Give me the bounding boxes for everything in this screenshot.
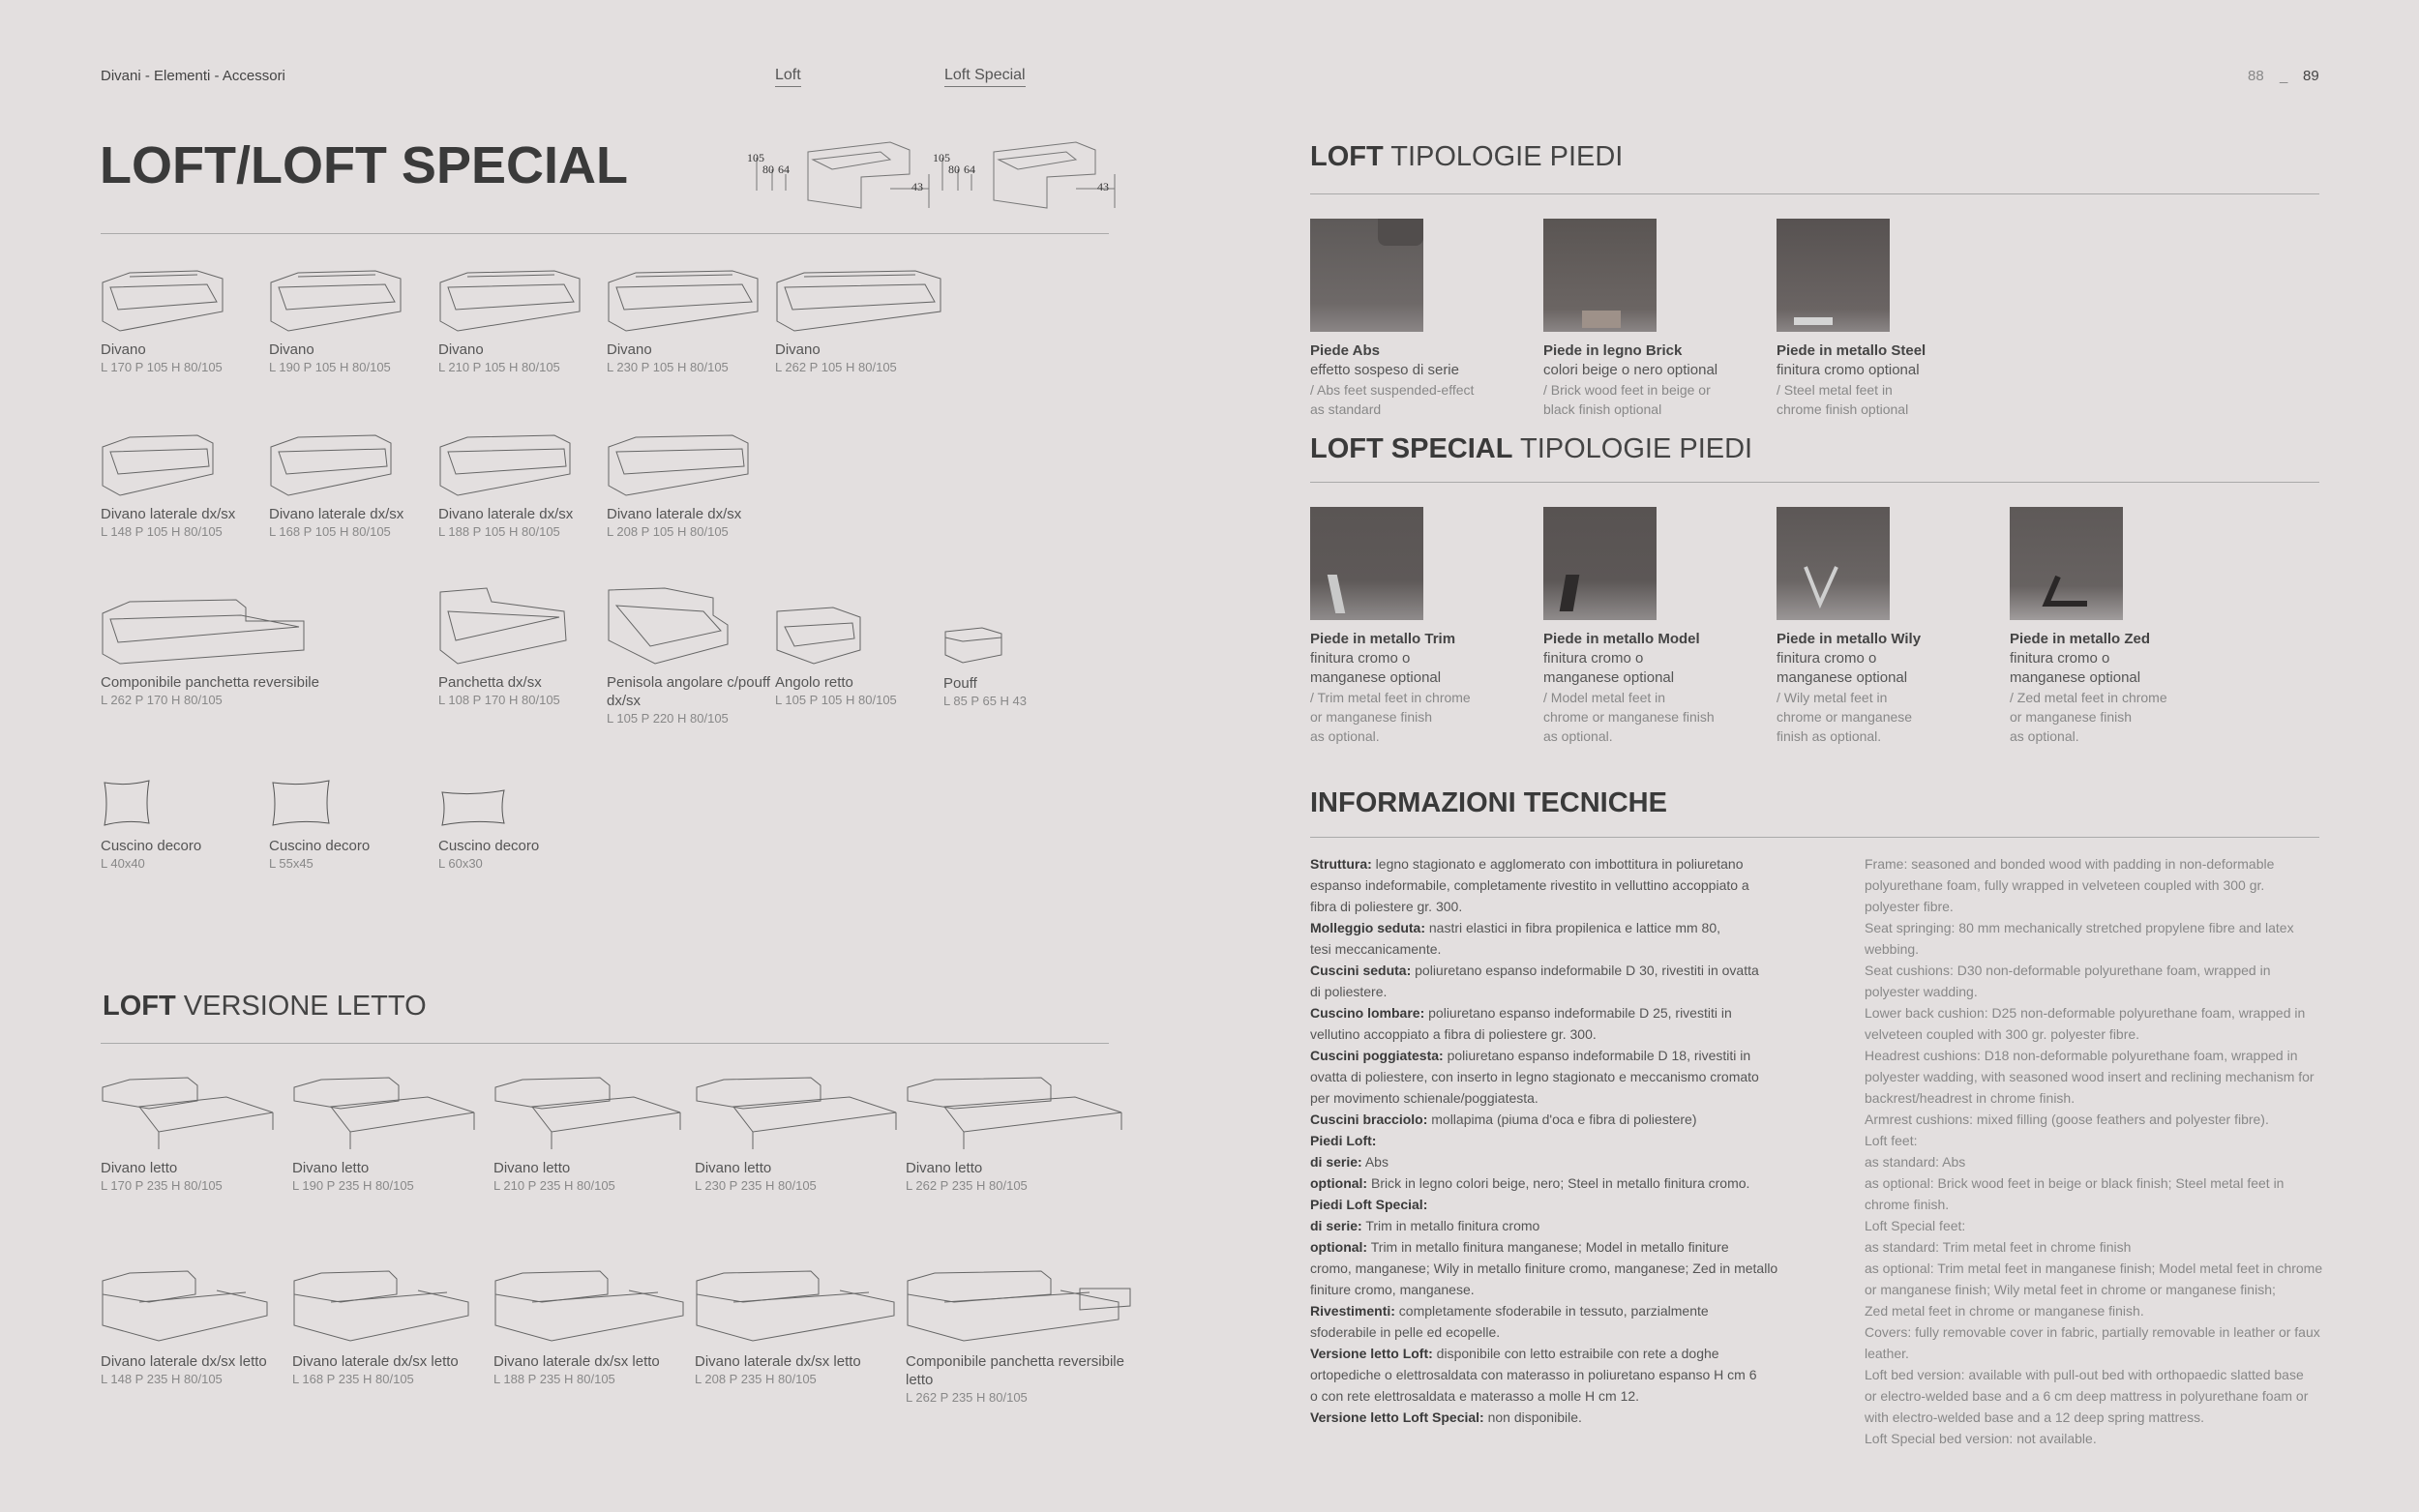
bed-componibile-letto: Componibile panchetta reversibile letto L 262 P 235 H 80/105 [906,1267,1138,1407]
dim-105: 105 [933,151,950,164]
element-laterale-188: Divano laterale dx/sx L 188 P 105 H 80/105 [438,428,608,541]
page-separator: _ [2280,68,2288,84]
tech-it-line: Rivestimenti: completamente sfoderabile in tessuto, parzialmente [1310,1303,1709,1319]
pillow-drawing [438,788,508,829]
dim-105: 105 [747,151,764,164]
tech-it-line: Piedi Loft: [1310,1133,1377,1148]
bed-laterale-letto-208: Divano laterale dx/sx letto L 208 P 235 H 80/105 [695,1267,898,1388]
tech-it-line: finiture cromo, manganese. [1310,1282,1475,1297]
sofa-bed-drawing [906,1074,1123,1151]
element-pouff: Pouff L 85 P 65 H 43 [943,624,1113,710]
sofa-drawing [438,428,574,497]
tech-en-line: Loft bed version: available with pull-out bed with orthopaedic slatted base [1865,1367,2304,1382]
sofa-bed-drawing [695,1267,898,1345]
tech-it-line: Cuscini bracciolo: mollapima (piuma d'oca e fibra di poliestere) [1310,1112,1697,1127]
element-cuscino-55x45: Cuscino decoro L 55x45 [269,779,438,873]
tech-en-line: polyester wadding. [1865,984,1978,999]
tech-it-line: sfoderabile in pelle ed ecopelle. [1310,1324,1501,1340]
tech-it-line: Versione letto Loft Special: non disponibile. [1310,1409,1582,1425]
section-title-tech: INFORMAZIONI TECNICHE [1310,787,1667,818]
foot-brick: Piede in legno Brick colori beige o nero optional / Brick wood feet in beige or black finish optional [1543,219,1747,419]
foot-abs-photo [1310,219,1423,332]
foot-trim-photo [1310,507,1423,620]
sofa-bed-drawing [493,1267,687,1345]
foot-brick-photo [1543,219,1657,332]
pillow-drawing [269,779,333,829]
tech-it-line: vellutino accoppiato a fibra di poliestere gr. 300. [1310,1026,1597,1042]
sofa-drawing [269,428,395,497]
tech-info-english [1865,853,2329,1449]
bed-divano-letto-170: Divano letto L 170 P 235 H 80/105 [101,1074,284,1195]
foot-steel-photo [1777,219,1890,332]
tech-it-line: Versione letto Loft: disponibile con letto estraibile con rete a doghe [1310,1346,1719,1361]
sofa-bed-drawing [101,1074,275,1151]
breadcrumb: Divani - Elementi - Accessori [101,68,285,84]
pillow-drawing [101,779,153,829]
sofa-drawing [101,263,226,333]
dimension-diagram-loft-special [931,131,1124,213]
tech-en-line: polyester fibre. [1865,899,1954,914]
tech-en-line: as optional: Trim metal feet in manganese finish; Model metal feet in chrome [1865,1260,2323,1276]
bed-laterale-letto-168: Divano laterale dx/sx letto L 168 P 235 H 80/105 [292,1267,476,1388]
element-divano-210: Divano L 210 P 105 H 80/105 [438,263,608,376]
sofa-drawing [438,582,574,666]
tech-en-line: Lower back cushion: D25 non-deformable polyurethane foam, wrapped in [1865,1005,2306,1021]
tech-en-line: Armrest cushions: mixed filling (goose feathers and polyester fibre). [1865,1112,2269,1127]
bed-laterale-letto-148: Divano laterale dx/sx letto L 148 P 235 H 80/105 [101,1267,284,1388]
page-number-left: 88 [2248,68,2264,84]
tech-it-line: Cuscino lombare: poliuretano espanso indeformabile D 25, rivestiti in [1310,1005,1732,1021]
tech-it-line: ortopediche o elettrosaldata con materasso in poliuretano espanso H cm 6 [1310,1367,1757,1382]
tech-it-line: tesi meccanicamente. [1310,941,1442,957]
tech-it-line: Molleggio seduta: nastri elastici in fibra propilenica e lattice mm 80, [1310,920,1721,935]
tech-it-line: Piedi Loft Special: [1310,1197,1428,1212]
sofa-bed-drawing [493,1074,682,1151]
tech-it-line: Cuscini poggiatesta: poliuretano espanso indeformabile D 18, rivestiti in [1310,1048,1751,1063]
tech-it-line: espanso indeformabile, completamente rivestito in velluttino accoppiato a [1310,877,1749,893]
element-divano-230: Divano L 230 P 105 H 80/105 [607,263,776,376]
tech-en-line: polyester wadding, with seasoned wood insert and reclining mechanism for [1865,1069,2314,1084]
section-title-special-feet: LOFT SPECIAL TIPOLOGIE PIEDI [1310,433,1753,464]
foot-wily-photo [1777,507,1890,620]
tech-en-line: as standard: Trim metal feet in chrome finish [1865,1239,2132,1255]
foot-wily: Piede in metallo Wily finitura cromo o manganese optional / Wily metal feet in chrome or manganese finish as optional. [1777,507,1980,746]
tech-en-line: Headrest cushions: D18 non-deformable polyurethane foam, wrapped in [1865,1048,2298,1063]
tech-en-line: as optional: Brick wood feet in beige or black finish; Steel metal feet in chrome finish. [1865,1175,2285,1212]
bed-divano-letto-190: Divano letto L 190 P 235 H 80/105 [292,1074,476,1195]
tech-en-line: Covers: fully removable cover in fabric, partially removable in leather or faux [1865,1324,2320,1340]
sofa-bed-drawing [292,1074,476,1151]
element-divano-262: Divano L 262 P 105 H 80/105 [775,263,944,376]
sofa-drawing [775,602,867,666]
bed-divano-letto-230: Divano letto L 230 P 235 H 80/105 [695,1074,898,1195]
tech-it-line: o con rete elettrosaldata e materasso a molle H cm 12. [1310,1388,1640,1404]
element-divano-190: Divano L 190 P 105 H 80/105 [269,263,438,376]
sofa-drawing [775,263,944,333]
dim-64: 64 [778,163,790,176]
foot-steel: Piede in metallo Steel finitura cromo optional / Steel metal feet in chrome finish optional [1777,219,1980,419]
element-divano-170: Divano L 170 P 105 H 80/105 [101,263,270,376]
dim-64: 64 [964,163,975,176]
pouff-drawing [943,624,1005,667]
tech-en-line: Zed metal feet in chrome or manganese finish. [1865,1303,2144,1319]
foot-trim: Piede in metallo Trim finitura cromo o manganese optional / Trim metal feet in chrome or manganese finish as optional. [1310,507,1513,746]
tech-en-line: Seat cushions: D30 non-deformable polyurethane foam, wrapped in [1865,963,2271,978]
tech-it-line: di serie: Trim in metallo finitura cromo [1310,1218,1540,1233]
section-title-bed: LOFT VERSIONE LETTO [103,991,427,1022]
tech-it-line: per movimento schienale/poggiatesta. [1310,1090,1538,1106]
tech-it-line: Struttura: legno stagionato e agglomerato con imbottitura in poliuretano [1310,856,1744,872]
sofa-bed-drawing [292,1267,471,1345]
bed-laterale-letto-188: Divano laterale dx/sx letto L 188 P 235 H 80/105 [493,1267,687,1388]
element-laterale-148: Divano laterale dx/sx L 148 P 105 H 80/105 [101,428,270,541]
tech-en-line: polyurethane foam, fully wrapped in velveteen coupled with 300 gr. [1865,877,2265,893]
tech-en-line: Seat springing: 80 mm mechanically stretched propylene fibre and latex [1865,920,2294,935]
tech-it-line: optional: Trim in metallo finitura manganese; Model in metallo finiture [1310,1239,1729,1255]
tech-en-line: leather. [1865,1346,1909,1361]
sofa-bed-drawing [101,1267,270,1345]
element-angolo-retto: Angolo retto L 105 P 105 H 80/105 [775,602,944,709]
element-cuscino-40x40: Cuscino decoro L 40x40 [101,779,270,873]
sofa-drawing [101,428,217,497]
tech-it-line: ovatta di poliestere, con inserto in legno stagionato e meccanismo cromato [1310,1069,1759,1084]
dim-43: 43 [1097,180,1109,193]
dim-43: 43 [911,180,923,193]
sofa-drawing [607,582,732,666]
page-title: LOFT/LOFT SPECIAL [100,136,628,194]
element-componibile: Componibile panchetta reversibile L 262 P 170 H 80/105 [101,592,352,709]
sofa-drawing [607,263,762,333]
tech-en-line: Loft Special feet: [1865,1218,1966,1233]
foot-zed: Piede in metallo Zed finitura cromo o manganese optional / Zed metal feet in chrome or manganese finish as optional. [2010,507,2213,746]
element-panchetta: Panchetta dx/sx L 108 P 170 H 80/105 [438,582,608,709]
tech-en-line: as standard: Abs [1865,1154,1966,1170]
sofa-drawing [607,428,752,497]
foot-abs: Piede Abs effetto sospeso di serie / Abs feet suspended-effect as standard [1310,219,1513,419]
element-cuscino-60x30: Cuscino decoro L 60x30 [438,788,608,873]
dim-80: 80 [948,163,960,176]
tech-en-line: or manganese finish; Wily metal feet in chrome or manganese finish; [1865,1282,2276,1297]
tech-en-line: Frame: seasoned and bonded wood with padding in non-deformable [1865,856,2275,872]
tech-info-italian [1310,853,1852,1428]
element-laterale-208: Divano laterale dx/sx L 208 P 105 H 80/105 [607,428,776,541]
tab-loft-special[interactable]: Loft Special [944,67,1026,87]
tab-loft[interactable]: Loft [775,67,801,87]
tech-en-line: with electro-welded base and a 12 deep spring mattress. [1865,1409,2204,1425]
tech-it-line: di serie: Abs [1310,1154,1389,1170]
element-laterale-168: Divano laterale dx/sx L 168 P 105 H 80/105 [269,428,438,541]
sofa-drawing [101,592,314,666]
section-title-loft-feet: LOFT TIPOLOGIE PIEDI [1310,141,1624,172]
foot-model-photo [1543,507,1657,620]
sofa-bed-drawing [906,1267,1134,1345]
sofa-drawing [269,263,404,333]
bed-divano-letto-262: Divano letto L 262 P 235 H 80/105 [906,1074,1128,1195]
tech-en-line: backrest/headrest in chrome finish. [1865,1090,2076,1106]
tech-en-line: Loft feet: [1865,1133,1918,1148]
element-penisola: Penisola angolare c/pouff dx/sx L 105 P 220 H 80/105 [607,582,776,727]
tech-it-line: Cuscini seduta: poliuretano espanso indeformabile D 30, rivestiti in ovatta [1310,963,1759,978]
dim-80: 80 [762,163,774,176]
tech-it-line: di poliestere. [1310,984,1388,999]
tech-it-line: fibra di poliestere gr. 300. [1310,899,1463,914]
tech-en-line: or electro-welded base and a 6 cm deep mattress in polyurethane foam or [1865,1388,2309,1404]
bed-divano-letto-210: Divano letto L 210 P 235 H 80/105 [493,1074,687,1195]
tech-en-line: Loft Special bed version: not available. [1865,1431,2097,1446]
tech-it-line: cromo, manganese; Wily in metallo finiture cromo, manganese; Zed in metallo [1310,1260,1778,1276]
foot-zed-photo [2010,507,2123,620]
tech-en-line: webbing. [1865,941,1920,957]
tech-en-line: velveteen coupled with 300 gr. polyester fibre. [1865,1026,2140,1042]
page-number-right: 89 [2303,68,2319,84]
sofa-drawing [438,263,583,333]
dimension-diagram-loft [745,131,939,213]
sofa-bed-drawing [695,1074,898,1151]
tech-it-line: optional: Brick in legno colori beige, nero; Steel in metallo finitura cromo. [1310,1175,1750,1191]
foot-model: Piede in metallo Model finitura cromo o manganese optional / Model metal feet in chrome or manganese finish as optional. [1543,507,1747,746]
